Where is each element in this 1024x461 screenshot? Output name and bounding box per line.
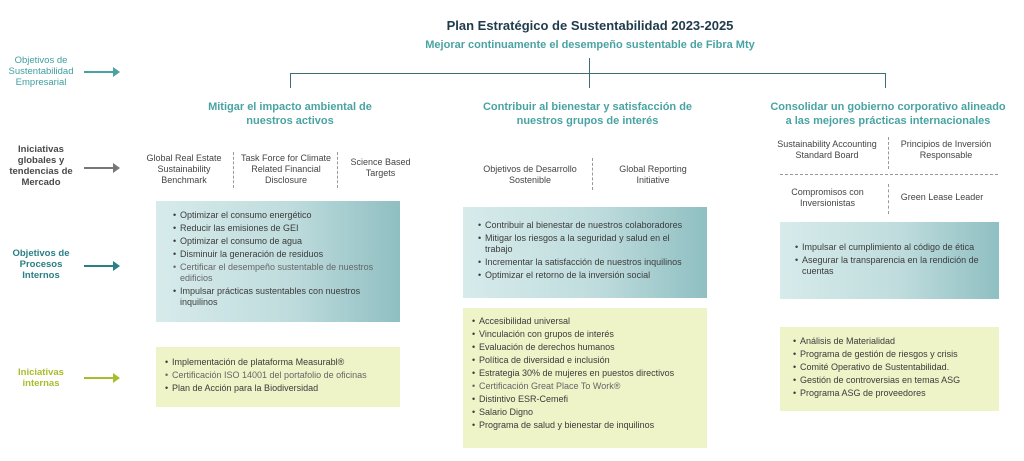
- divider: [888, 137, 889, 169]
- list-item: • Optimizar el retorno de la inversión social: [477, 270, 697, 281]
- list-item: • Salario Digno: [471, 407, 697, 418]
- connector-stem: [589, 58, 590, 73]
- list-item: • Certificar el desempeño sustentable de nuestros edificios: [172, 262, 390, 284]
- list-item: • Vinculación con grupos de interés: [471, 329, 697, 340]
- list-item: • Programa de salud y bienestar de inquilinos: [471, 420, 697, 431]
- list-item: • Certificación Great Place To Work®: [471, 381, 697, 392]
- row-label-objetivos-sustentabilidad: Objetivos de Sustentabilidad Empresarial: [8, 55, 74, 88]
- list-item: • Comité Operativo de Sustentabilidad.: [792, 362, 989, 373]
- divider: [592, 158, 593, 190]
- list-item: • Impulsar el cumplimiento al código de ética: [794, 242, 989, 253]
- arrow-right-icon: [84, 71, 118, 73]
- connector-horizontal: [290, 73, 886, 74]
- arrow-right-icon: [84, 265, 118, 267]
- page-subtitle: Mejorar continuamente el desempeño sustentable de Fibra Mty: [425, 39, 755, 51]
- list-item: • Mitigar los riesgos a la seguridad y salud en el trabajo: [477, 233, 697, 255]
- list-item: • Gestión de controversias en temas ASG: [792, 375, 989, 386]
- internal-initiatives-box-social: [463, 308, 707, 448]
- process-objectives-box-ambiental: [156, 201, 400, 322]
- list-item: • Impulsar prácticas sustentables con nuestros inquilinos: [172, 286, 390, 308]
- reference-sbt: Science Based Targets: [350, 157, 411, 178]
- reference-sasb: Sustainability Accounting Standard Board: [777, 139, 877, 160]
- divider: [337, 152, 338, 188]
- list-item: • Plan de Acción para la Biodiversidad: [164, 383, 390, 394]
- row-label-iniciativas-globales: Iniciativas globales y tendencias de Mercado: [9, 144, 73, 188]
- reference-compromisos: Compromisos con Inversionistas: [791, 187, 864, 208]
- list-item: • Estrategia 30% de mujeres en puestos directivos: [471, 368, 697, 379]
- divider: [233, 152, 234, 188]
- list-item: • Análisis de Materialidad: [792, 336, 989, 347]
- list-item: • Accesibilidad universal: [471, 316, 697, 327]
- divider: [780, 174, 998, 175]
- row-label-iniciativas-internas: Iniciativas internas: [18, 367, 64, 389]
- arrow-right-icon: [84, 377, 118, 379]
- list-item: • Implementación de plataforma Measurabl®: [164, 357, 390, 368]
- connector-right: [885, 73, 886, 88]
- list-item: • Programa de gestión de riesgos y crisis: [792, 349, 989, 360]
- list-item: • Certificación ISO 14001 del portafolio de oficinas: [164, 370, 390, 381]
- row-label-objetivos-procesos: Objetivos de Procesos Internos: [12, 248, 70, 281]
- internal-initiatives-box-gobierno: [780, 327, 999, 411]
- reference-tcfd: Task Force for Climate Related Financial Disclosure: [240, 153, 332, 185]
- column-title-ambiental: Mitigar el impacto ambiental de nuestros activos: [208, 101, 372, 127]
- list-item: • Política de diversidad e inclusión: [471, 355, 697, 366]
- list-item: • Evaluación de derechos humanos: [471, 342, 697, 353]
- connector-middle: [589, 73, 590, 88]
- list-item: • Contribuir al bienestar de nuestros colaboradores: [477, 220, 697, 231]
- column-title-gobierno: Consolidar un gobierno corporativo alineado a las mejores prácticas internacionales: [770, 101, 1006, 127]
- internal-initiatives-box-ambiental: [156, 347, 400, 407]
- process-objectives-box-social: [463, 207, 707, 298]
- connector-left: [290, 73, 291, 88]
- reference-green-lease: Green Lease Leader: [900, 192, 984, 202]
- list-item: • Distintivo ESR-Cemefi: [471, 394, 697, 405]
- page-title: Plan Estratégico de Sustentabilidad 2023-2025: [446, 18, 734, 33]
- list-item: • Disminuir la generación de residuos: [172, 249, 390, 260]
- list-item: • Reducir las emisiones de GEI: [172, 223, 390, 234]
- reference-ods: Objetivos de Desarrollo Sostenible: [483, 164, 577, 185]
- column-title-social: Contribuir al bienestar y satisfacción de nuestros grupos de interés: [482, 101, 693, 127]
- divider: [888, 184, 889, 214]
- reference-gresb: Global Real Estate Sustainability Benchmark: [146, 153, 222, 185]
- reference-pri: Principios de Inversión Responsable: [900, 139, 992, 160]
- reference-gri: Global Reporting Initiative: [619, 164, 687, 185]
- list-item: • Asegurar la transparencia en la rendición de cuentas: [794, 255, 989, 277]
- list-item: • Programa ASG de proveedores: [792, 388, 989, 399]
- process-objectives-box-gobierno: [780, 222, 999, 299]
- list-item: • Optimizar el consumo energético: [172, 210, 390, 221]
- arrow-right-icon: [84, 167, 118, 169]
- list-item: • Incrementar la satisfacción de nuestros inquilinos: [477, 257, 697, 268]
- list-item: • Optimizar el consumo de agua: [172, 236, 390, 247]
